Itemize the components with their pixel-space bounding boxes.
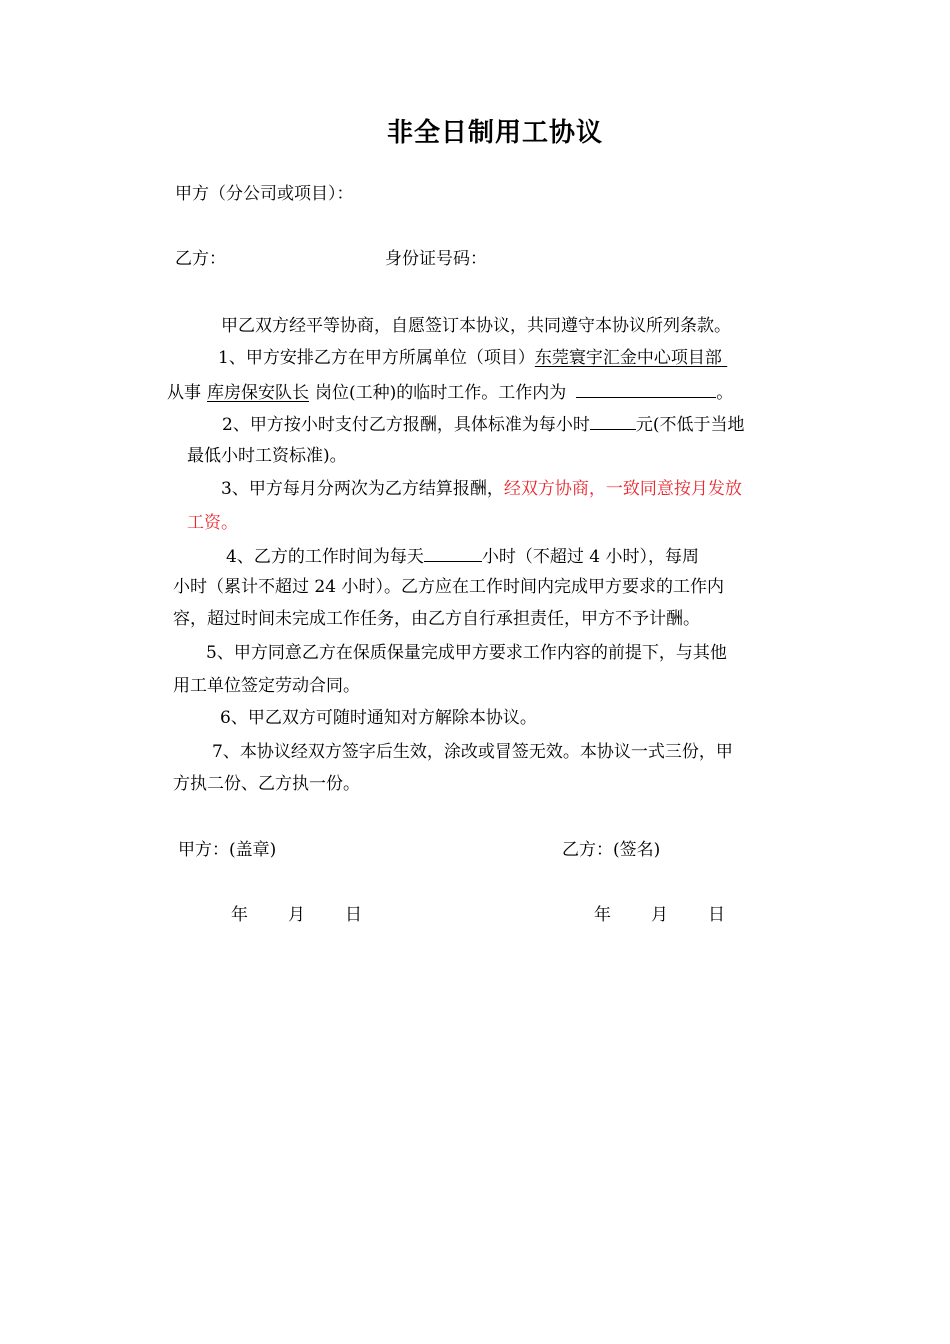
clause-1-line-2	[167, 379, 733, 405]
clause-1-text: 1、甲方安排乙方在甲方所属单位（项目）	[218, 348, 535, 368]
clause-2-suffix: 元(不低于当地	[635, 415, 745, 435]
clause-4-suffix: 小时（不超过 4 小时），每周	[481, 547, 699, 567]
clause-4-line-2: 小时（累计不超过 24 小时）。乙方应在工作时间内完成甲方要求的工作内	[173, 577, 724, 597]
clause-1-end: 。	[716, 383, 734, 403]
work-unit-underline	[722, 346, 740, 370]
party-a-label: 甲方（分公司或项目）：	[175, 184, 354, 204]
clause-7-line-1: 7、本协议经双方签字后生效，涂改或冒签无效。本协议一式三份，甲	[212, 742, 733, 762]
clause-6: 6、甲乙双方可随时通知对方解除本协议。	[220, 708, 537, 728]
intro-paragraph: 甲乙双方经平等协商，自愿签订本协议，共同遵守本协议所列条款。	[221, 316, 731, 336]
position-value: 库房保安队长	[207, 383, 309, 403]
clause-4-line-3: 容，超过时间未完成工作任务，由乙方自行承担责任，甲方不予计酬。	[173, 609, 700, 629]
party-a-day: 日	[345, 905, 362, 925]
clause-4-line-1	[226, 543, 699, 569]
clause-7-line-2: 方执二份、乙方执一份。	[173, 774, 360, 794]
party-b-year: 年	[594, 905, 611, 925]
clause-2-line-2: 最低小时工资标准)。	[187, 446, 347, 466]
clause-5-line-2: 用工单位签定劳动合同。	[173, 676, 360, 696]
party-a-date	[231, 903, 362, 927]
clause-3-highlight: 经双方协商，一致同意按月发放	[503, 479, 742, 499]
work-unit-value: 东莞寰宇汇金中心项目部	[534, 348, 722, 368]
hourly-rate-blank	[590, 411, 636, 430]
party-b-month: 月	[651, 905, 668, 925]
party-b-day: 日	[708, 905, 725, 925]
daily-hours-blank	[424, 543, 482, 562]
clause-3-text: 3、甲方每月分两次为乙方结算报酬，	[221, 479, 504, 499]
party-b-label: 乙方：	[175, 249, 226, 269]
clause-4-text: 4、乙方的工作时间为每天	[226, 547, 424, 567]
party-b-date	[594, 903, 725, 927]
clause-5-line-1: 5、甲方同意乙方在保质保量完成甲方要求工作内容的前提下，与其他	[206, 643, 727, 663]
clause-1-middle: 岗位(工种)的临时工作。工作内为	[315, 383, 567, 403]
party-a-month: 月	[288, 905, 305, 925]
work-content-blank	[576, 379, 716, 398]
clause-1-line-1	[218, 346, 740, 370]
document-title: 非全日制用工协议	[386, 118, 603, 148]
clause-3-line-1	[221, 477, 742, 501]
clause-3-line-2: 工资。	[187, 513, 238, 533]
clause-2-text: 2、甲方按小时支付乙方报酬，具体标准为每小时	[222, 415, 590, 435]
party-a-year: 年	[231, 905, 248, 925]
clause-1-prefix: 从事	[167, 383, 201, 403]
party-a-seal-label: 甲方：(盖章)	[178, 840, 277, 860]
clause-2-line-1	[222, 411, 744, 437]
party-b-signature-label: 乙方：(签名)	[562, 840, 661, 860]
id-number-label: 身份证号码：	[385, 249, 487, 269]
